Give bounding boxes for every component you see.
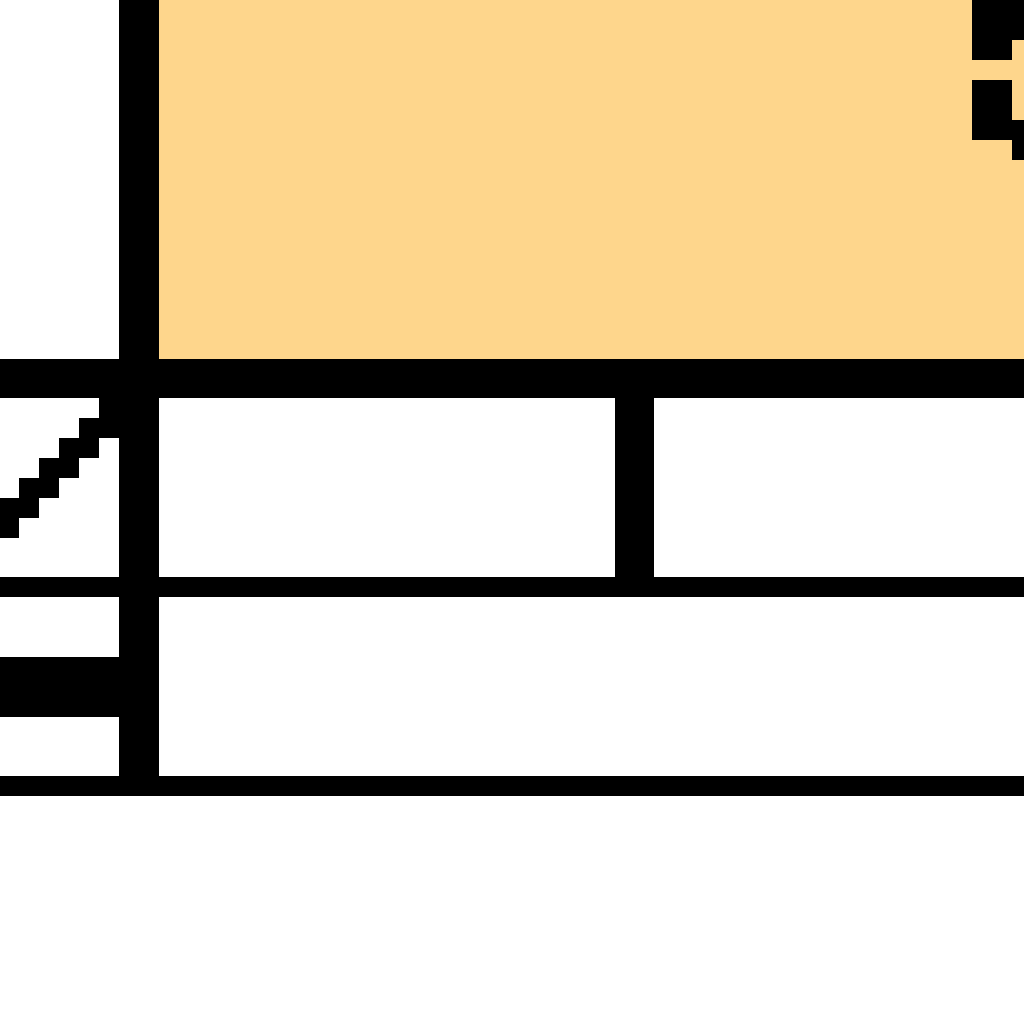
pencil-pixel bbox=[79, 418, 99, 458]
glyph-gap bbox=[1012, 40, 1024, 60]
pencil-pixel bbox=[0, 498, 19, 538]
highlight-panel bbox=[159, 0, 1024, 359]
minus-icon bbox=[0, 657, 159, 717]
table-cell-wide bbox=[159, 597, 1024, 776]
pencil-pixel bbox=[59, 438, 79, 478]
table-cell bbox=[159, 398, 615, 577]
pixel-glyph-icon bbox=[972, 0, 1024, 160]
glyph-segment bbox=[1012, 120, 1024, 160]
pencil-pixel bbox=[39, 458, 59, 498]
grid-line-vertical-middle bbox=[615, 398, 654, 577]
pencil-pixel bbox=[19, 478, 39, 518]
grid-line-horizontal-middle bbox=[0, 577, 1024, 597]
pencil-icon bbox=[0, 0, 159, 560]
table-cell bbox=[654, 398, 1024, 577]
grid-line-horizontal-bottom bbox=[0, 776, 1024, 796]
glyph-segment bbox=[972, 80, 1012, 140]
pencil-pixel bbox=[99, 398, 119, 438]
